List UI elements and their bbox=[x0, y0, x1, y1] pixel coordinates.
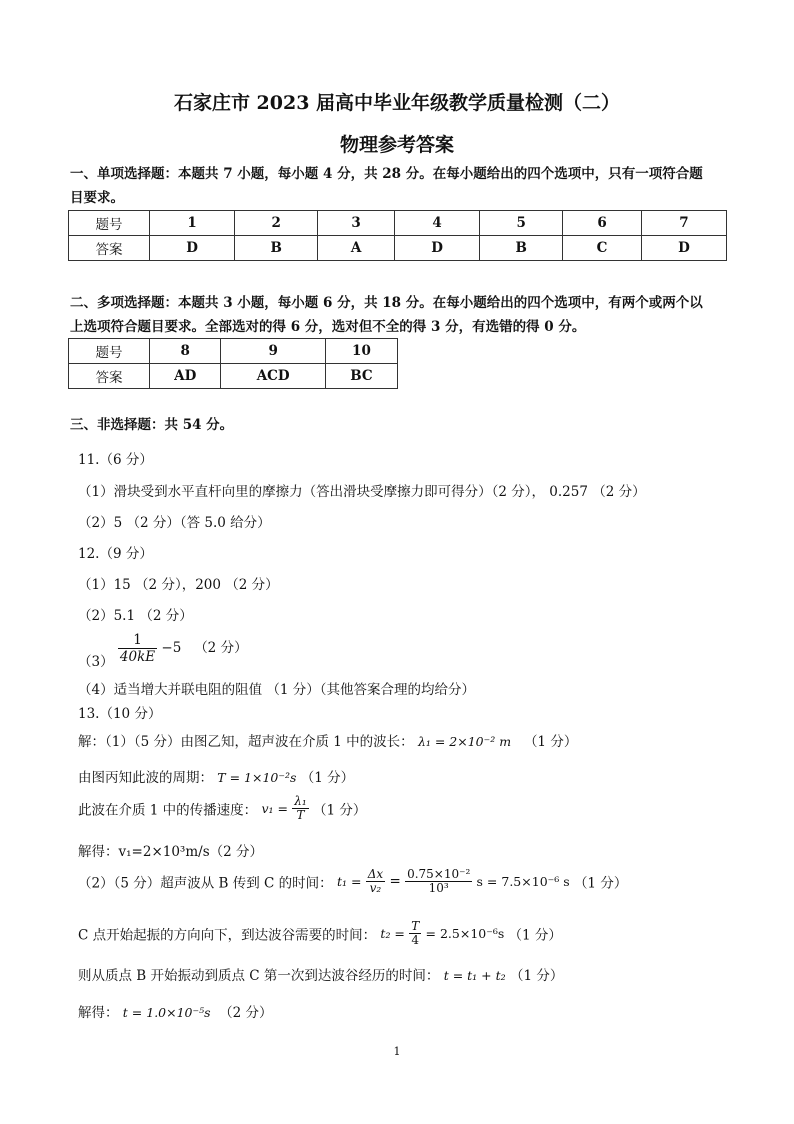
table-cell: 8 bbox=[150, 339, 221, 364]
q12-formula-rest: −5 bbox=[161, 640, 182, 656]
row-label-answer: 答案 bbox=[69, 236, 150, 261]
q13-line-5-text: （2）（5 分）超声波从 B 传到 C 的时间： bbox=[78, 875, 333, 892]
table-cell: 1 bbox=[150, 211, 235, 236]
table-cell: 7 bbox=[641, 211, 726, 236]
table-cell: 10 bbox=[325, 339, 397, 364]
q13-line-2-score: （1 分） bbox=[300, 770, 355, 786]
table-cell: A bbox=[318, 236, 395, 261]
q13-line-3-score: （1 分） bbox=[313, 802, 367, 819]
table-cell: D bbox=[641, 236, 726, 261]
q13-line-7-score: （1 分） bbox=[509, 968, 564, 984]
table-cell: D bbox=[150, 236, 235, 261]
q13-period-formula: T = 1×10⁻²s bbox=[217, 770, 297, 785]
fraction-denominator: 10³ bbox=[428, 881, 449, 895]
fraction-denominator: 40kE bbox=[119, 649, 156, 665]
page-subtitle: 物理参考答案 bbox=[339, 134, 454, 156]
fraction-numerator: 0.75×10⁻² bbox=[407, 867, 471, 881]
q13-line-5-score: （1 分） bbox=[573, 875, 628, 892]
q13-line-3-text: 此波在介质 1 中的传播速度： bbox=[78, 802, 258, 819]
q13-time1-lhs: t₁ = bbox=[336, 874, 362, 889]
part2-answer-table bbox=[68, 338, 398, 389]
table-cell: C bbox=[563, 236, 642, 261]
q13-time2-result: = 2.5×10⁻⁶s bbox=[425, 926, 505, 941]
q13-line-6-text: C 点开始起振的方向向下，到达波谷需要的时间： bbox=[78, 927, 377, 944]
q13-line-1-text: 解：（1）（5 分）由图乙知，超声波在介质 1 中的波长： bbox=[78, 734, 414, 750]
part2-instructions-line1: 二、多项选择题：本题共 3 小题，每小题 6 分，共 18 分。在每小题给出的四个选项中，有两个或两个以 bbox=[70, 295, 703, 311]
q13-line-6 bbox=[78, 920, 562, 947]
q11-answer-2: （2）5 （2 分）（答 5.0 给分） bbox=[78, 515, 271, 531]
fraction-numerator: 1 bbox=[118, 632, 157, 649]
q12-answer-3 bbox=[78, 632, 248, 670]
part1-instructions-line1: 一、单项选择题：本题共 7 小题，每小题 4 分，共 28 分。在每小题给出的四个选项中，只有一项符合题 bbox=[70, 166, 703, 182]
fraction-denominator: v₂ bbox=[369, 881, 382, 895]
fraction-denominator: 4 bbox=[411, 933, 420, 947]
q13-final-result: t = 1.0×10⁻⁵s bbox=[122, 1005, 211, 1020]
q13-heading: 13.（10 分） bbox=[78, 706, 162, 722]
q13-line-1-score: （1 分） bbox=[523, 734, 578, 750]
table-row bbox=[69, 211, 727, 236]
q12-answer-2: （2）5.1 （2 分） bbox=[78, 608, 193, 624]
row-label-number: 题号 bbox=[69, 339, 150, 364]
q13-time1-fraction-b bbox=[405, 868, 472, 895]
q13-line-6-score: （1 分） bbox=[508, 927, 562, 944]
q13-time1-fraction-a bbox=[366, 868, 385, 895]
fraction-numerator: T bbox=[411, 919, 420, 933]
page-number: 1 bbox=[393, 1045, 401, 1058]
q13-line-2 bbox=[78, 766, 354, 786]
fraction-denominator: T bbox=[296, 808, 305, 822]
table-cell: B bbox=[480, 236, 563, 261]
q12-heading: 12.（9 分） bbox=[78, 546, 153, 562]
table-cell: AD bbox=[150, 364, 221, 389]
fraction-numerator: Δx bbox=[367, 867, 384, 881]
q13-line-8-text: 解得： bbox=[78, 1005, 119, 1021]
row-label-number: 题号 bbox=[69, 211, 150, 236]
table-cell: 9 bbox=[221, 339, 326, 364]
q13-line-8-score: （2 分） bbox=[219, 1005, 273, 1021]
q13-line-4: 解得：v₁=2×10³m/s（2 分） bbox=[78, 844, 263, 860]
table-cell: B bbox=[235, 236, 318, 261]
q13-line-2-text: 由图丙知此波的周期： bbox=[78, 770, 213, 786]
q12-formula-fraction bbox=[118, 632, 157, 665]
part2-instructions-line2: 上选项符合题目要求。全部选对的得 6 分，选对但不全的得 3 分，有选错的得 0 分。 bbox=[70, 319, 586, 335]
fraction-numerator: λ₁ bbox=[294, 794, 307, 808]
q12-answer-3-prefix: （3） bbox=[78, 654, 114, 670]
table-cell: BC bbox=[325, 364, 397, 389]
table-cell: 4 bbox=[395, 211, 480, 236]
q11-heading: 11.（6 分） bbox=[78, 452, 153, 468]
q13-velocity-lhs: v₁ = bbox=[261, 801, 288, 816]
q13-line-1 bbox=[78, 730, 577, 750]
page-title: 石家庄市 2023 届高中毕业年级教学质量检测（二） bbox=[173, 92, 621, 114]
q13-time1-result: s = 7.5×10⁻⁶ s bbox=[476, 874, 570, 889]
q13-time2-lhs: t₂ = bbox=[380, 926, 405, 941]
q12-answer-3-score: （2 分） bbox=[194, 640, 248, 656]
row-label-answer: 答案 bbox=[69, 364, 150, 389]
q13-total-time-formula: t = t₁ + t₂ bbox=[443, 968, 506, 983]
q13-line-8 bbox=[78, 1001, 273, 1021]
table-row bbox=[69, 236, 727, 261]
table-cell: ACD bbox=[221, 364, 326, 389]
q11-answer-1: （1）滑块受到水平直杆向里的摩擦力（答出滑块受摩擦力即可得分）（2 分）， 0.257 （2 分） bbox=[78, 484, 646, 500]
part1-instructions-line2: 目要求。 bbox=[70, 190, 124, 206]
q13-time2-fraction bbox=[409, 920, 421, 947]
q13-line-3 bbox=[78, 795, 366, 822]
part3-heading: 三、非选择题：共 54 分。 bbox=[70, 417, 234, 433]
table-row bbox=[69, 339, 398, 364]
q12-answer-4: （4）适当增大并联电阻的阻值 （1 分）（其他答案合理的均给分） bbox=[78, 682, 476, 698]
q13-line-7 bbox=[78, 964, 563, 984]
table-cell: 5 bbox=[480, 211, 563, 236]
table-cell: D bbox=[395, 236, 480, 261]
q13-line-7-text: 则从质点 B 开始振动到质点 C 第一次到达波谷经历的时间： bbox=[78, 968, 440, 984]
table-cell: 2 bbox=[235, 211, 318, 236]
q12-answer-1: （1）15 （2 分），200 （2 分） bbox=[78, 577, 279, 593]
q13-line-5: （2）（5 分）超声波从 B 传到 C 的时间： t₁ = $\frac{\Delta x}{\text{v₂}}$ = $\frac{\text{0.75×10⁻²}}{\text{10³}}$ s = 7.5×10⁻⁶ s （1 分） bbox=[78, 867, 628, 895]
part1-answer-table bbox=[68, 210, 727, 261]
table-row bbox=[69, 364, 398, 389]
table-cell: 6 bbox=[563, 211, 642, 236]
q13-wavelength-formula: λ₁ = 2×10⁻² m bbox=[417, 734, 512, 749]
table-cell: 3 bbox=[318, 211, 395, 236]
q13-velocity-fraction bbox=[292, 795, 308, 822]
